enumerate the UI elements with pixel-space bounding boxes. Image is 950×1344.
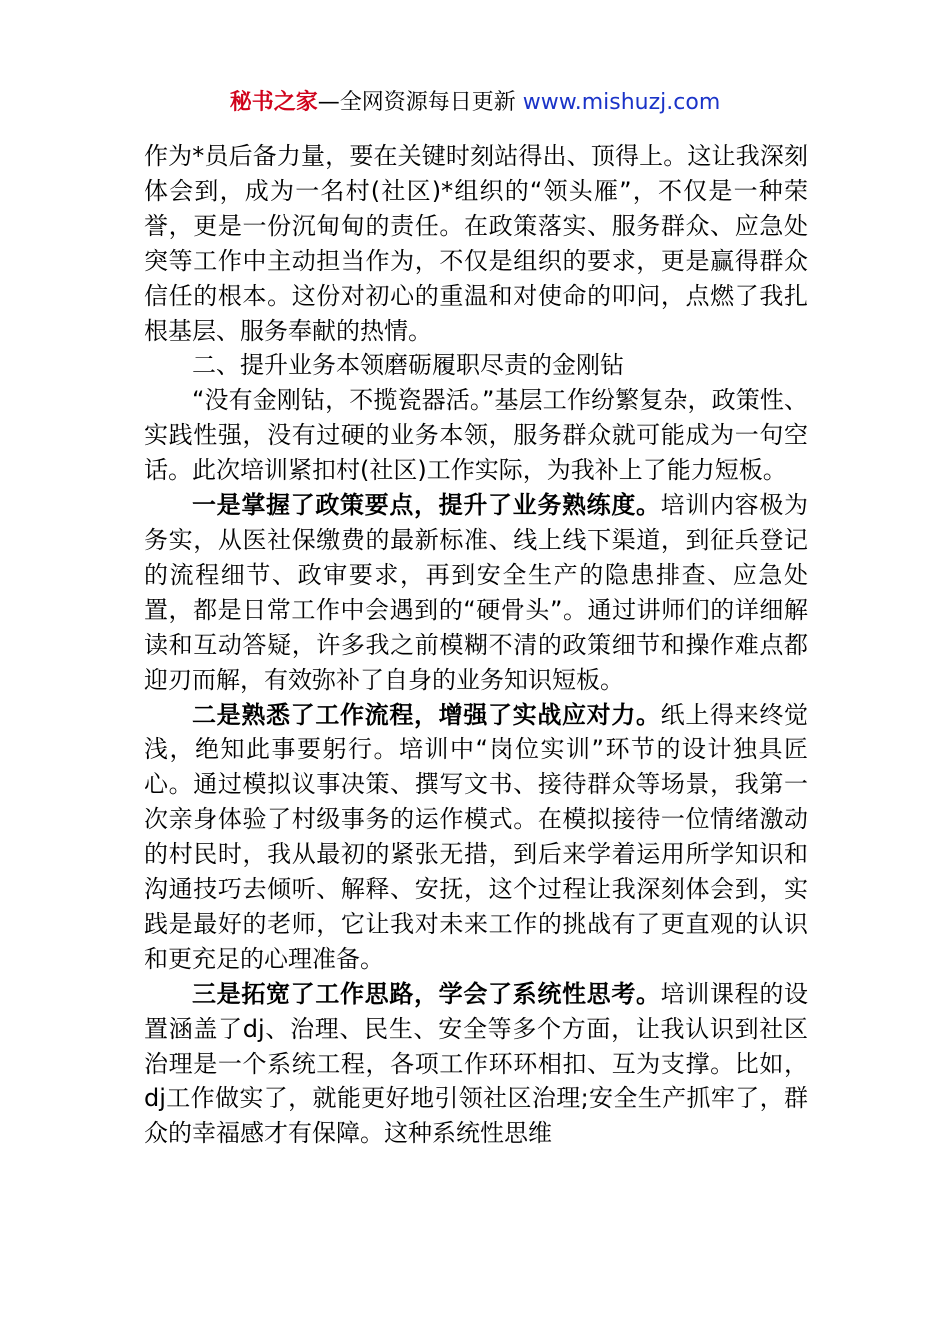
point-1-lead: 一是掌握了政策要点，提升了业务熟练度。 bbox=[192, 491, 661, 520]
site-url-link[interactable]: www.mishuzj.com bbox=[522, 90, 721, 115]
point-2-lead: 二是熟悉了工作流程，增强了实战应对力。 bbox=[192, 700, 661, 729]
site-brand: 秘书之家 bbox=[229, 90, 318, 115]
page-header bbox=[0, 88, 950, 118]
document-body bbox=[144, 139, 808, 1151]
paragraph-point-1 bbox=[144, 488, 808, 697]
point-3-lead: 三是拓宽了工作思路，学会了系统性思考。 bbox=[192, 979, 661, 1008]
paragraph-point-3 bbox=[144, 977, 808, 1152]
site-tagline: —全网资源每日更新 bbox=[317, 90, 523, 115]
section-heading: 二、提升业务本领磨砺履职尽责的金刚钻 bbox=[192, 351, 624, 380]
point-3-body: 培训课程的设置涵盖了dj、治理、民生、安全等多个方面，让我认识到社区治理是一个系统工程，各项工作环环相扣、互为支撑。比如，dj工作做实了，就能更好地引领社区治理;安全生产抓牢了，群众的幸福感才有保障。这种系统性思维 bbox=[144, 979, 809, 1148]
paragraph-intro: “没有金刚钻，不揽瓷器活。”基层工作纷繁复杂，政策性、实践性强，没有过硬的业务本领，服务群众就可能成为一句空话。此次培训紧扣村(社区)工作实际，为我补上了能力短板。 bbox=[144, 386, 808, 485]
point-1-body: 培训内容极为务实，从医社保缴费的最新标准、线上线下渠道，到征兵登记的流程细节、政审要求，再到安全生产的隐患排查、应急处置，都是日常工作中会遇到的“硬骨头”。通过讲师们的详细解读和互动答疑，许多我之前模糊不清的政策细节和操作难点都迎刃而解，有效弥补了自身的业务知识短板。 bbox=[144, 491, 809, 694]
paragraph-continued: 作为*员后备力量，要在关键时刻站得出、顶得上。这让我深刻体会到，成为一名村(社区)*组织的“领头雁”，不仅是一种荣誉，更是一份沉甸甸的责任。在政策落实、服务群众、应急处突等工作中主动担当作为，不仅是组织的要求，更是赢得群众信任的根本。这份对初心的重温和对使命的叩问，点燃了我扎根基层、服务奉献的热情。 bbox=[144, 142, 808, 345]
paragraph-point-2 bbox=[144, 698, 808, 977]
point-2-body: 纸上得来终觉浅，绝知此事要躬行。培训中“岗位实训”环节的设计独具匠心。通过模拟议事决策、撰写文书、接待群众等场景，我第一次亲身体验了村级事务的运作模式。在模拟接待一位情绪激动的村民时，我从最初的紧张无措，到后来学着运用所学知识和沟通技巧去倾听、解释、安抚，这个过程让我深刻体会到，实践是最好的老师，它让我对未来工作的挑战有了更直观的认识和更充足的心理准备。 bbox=[144, 700, 809, 973]
